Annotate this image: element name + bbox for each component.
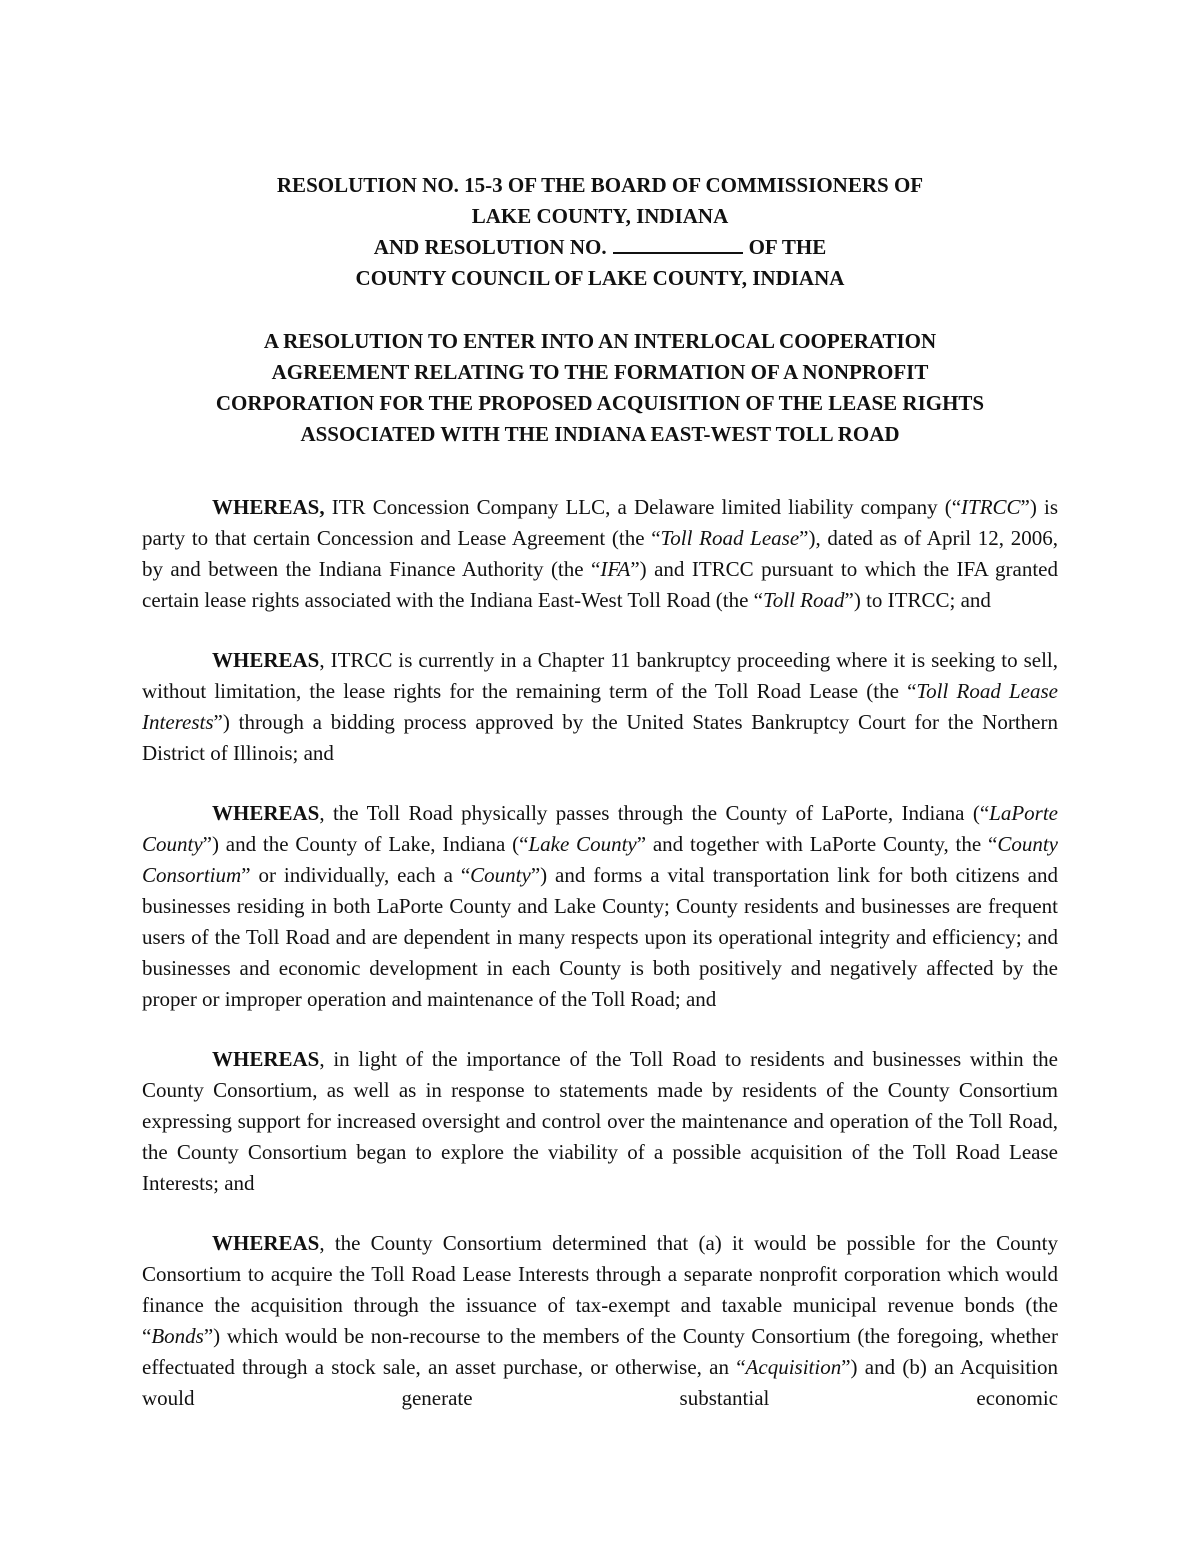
paragraph-text: ITR Concession Company LLC, a Delaware limited liability company (“	[324, 495, 962, 519]
paragraph-text: ”) through a bidding process approved by the United States Bankruptcy Court for the Northern District of Illinois; and	[142, 710, 1058, 765]
paragraph-text: , the County Consortium determined that (a) it would be possible for the County Consortium to acquire the Toll Road Lease Interests through a separate nonprofit corporation which would finance the acquisition through the issuance of tax-exempt and taxable municipal revenue bonds (the “	[142, 1231, 1058, 1348]
whereas-keyword: WHEREAS	[212, 1231, 320, 1255]
resolution-header	[142, 170, 1058, 294]
subtitle-line: CORPORATION FOR THE PROPOSED ACQUISITION OF THE LEASE RIGHTS	[215, 391, 985, 415]
header-line-1: RESOLUTION NO. 15-3 OF THE BOARD OF COMMISSIONERS OF	[276, 173, 924, 197]
defined-term: ITRCC	[961, 495, 1021, 519]
paragraph-text: ”) to ITRCC; and	[844, 588, 991, 612]
whereas-paragraph	[142, 1228, 1058, 1414]
whereas-keyword: WHEREAS	[212, 1047, 320, 1071]
whereas-paragraph	[142, 645, 1058, 769]
paragraph-text: ”) is party to that certain Concession and Lease Agreement (the “	[142, 495, 1058, 550]
defined-term: Acquisition	[745, 1355, 842, 1379]
resolution-subtitle	[142, 326, 1058, 450]
defined-term: LaPorte County	[142, 801, 1058, 856]
defined-term: Toll Road Lease Interests	[142, 679, 1058, 734]
paragraph-text: ” or individually, each a “	[241, 863, 471, 887]
subtitle-line: AGREEMENT RELATING TO THE FORMATION OF A NONPROFIT	[271, 360, 929, 384]
paragraph-text: , in light of the importance of the Toll Road to residents and businesses within the County Consortium, as well as in response to statements made by residents of the County Consortium expressing support for increased oversight and control over the maintenance and operation of the Toll Road, the County Consortium began to explore the viability of a possible acquisition of the Toll Road Lease Interests; and	[142, 1047, 1058, 1195]
paragraph-text: ”) and (b) an Acquisition would generate substantial economic	[142, 1355, 1058, 1410]
defined-term: Bonds	[151, 1324, 204, 1348]
paragraph-text: ”) which would be non-recourse to the members of the County Consortium (the foregoing, whether effectuated through a stock sale, an asset purchase, or otherwise, an “	[142, 1324, 1058, 1379]
paragraph-text: ”) and the County of Lake, Indiana (“	[202, 832, 529, 856]
document-page	[142, 170, 1058, 1443]
paragraph-text: , ITRCC is currently in a Chapter 11 bankruptcy proceeding where it is seeking to sell, without limitation, the lease rights for the remaining term of the Toll Road Lease (the “	[142, 648, 1058, 703]
whereas-paragraph	[142, 798, 1058, 1015]
whereas-paragraph	[142, 1044, 1058, 1199]
whereas-keyword: WHEREAS	[212, 801, 320, 825]
paragraph-text: , the Toll Road physically passes through the County of LaPorte, Indiana (“	[319, 801, 990, 825]
resolution-number-blank	[613, 234, 743, 254]
whereas-keyword: WHEREAS	[212, 648, 320, 672]
resolution-body	[142, 492, 1058, 1414]
header-line-4: COUNTY COUNCIL OF LAKE COUNTY, INDIANA	[355, 266, 845, 290]
subtitle-line: ASSOCIATED WITH THE INDIANA EAST-WEST TOLL ROAD	[300, 422, 900, 446]
header-line-3-suffix: OF THE	[748, 235, 827, 259]
defined-term: Toll Road Lease	[660, 526, 800, 550]
paragraph-text: ”), dated as of April 12, 2006, by and between the Indiana Finance Authority (the “	[142, 526, 1058, 581]
whereas-paragraph	[142, 492, 1058, 616]
defined-term: County Consortium	[142, 832, 1058, 887]
header-line-3-prefix: AND RESOLUTION NO.	[373, 235, 607, 259]
paragraph-text: ” and together with LaPorte County, the “	[636, 832, 998, 856]
whereas-keyword: WHEREAS,	[212, 495, 325, 519]
defined-term: Lake County	[528, 832, 637, 856]
paragraph-text: ”) and ITRCC pursuant to which the IFA granted certain lease rights associated with the Indiana East-West Toll Road (the “	[142, 557, 1059, 612]
defined-term: County	[470, 863, 531, 887]
header-line-3	[142, 232, 1058, 263]
paragraph-text: ”) and forms a vital transportation link for both citizens and businesses residing in both LaPorte County and Lake County; County residents and businesses are frequent users of the Toll Road and are dependent in many respects upon its operational integrity and efficiency; and businesses and economic development in each County is both positively and negatively affected by the proper or improper operation and maintenance of the Toll Road; and	[142, 863, 1058, 1011]
subtitle-line: A RESOLUTION TO ENTER INTO AN INTERLOCAL COOPERATION	[263, 329, 937, 353]
header-line-2: LAKE COUNTY, INDIANA	[471, 204, 729, 228]
defined-term: Toll Road	[763, 588, 845, 612]
defined-term: IFA	[600, 557, 631, 581]
